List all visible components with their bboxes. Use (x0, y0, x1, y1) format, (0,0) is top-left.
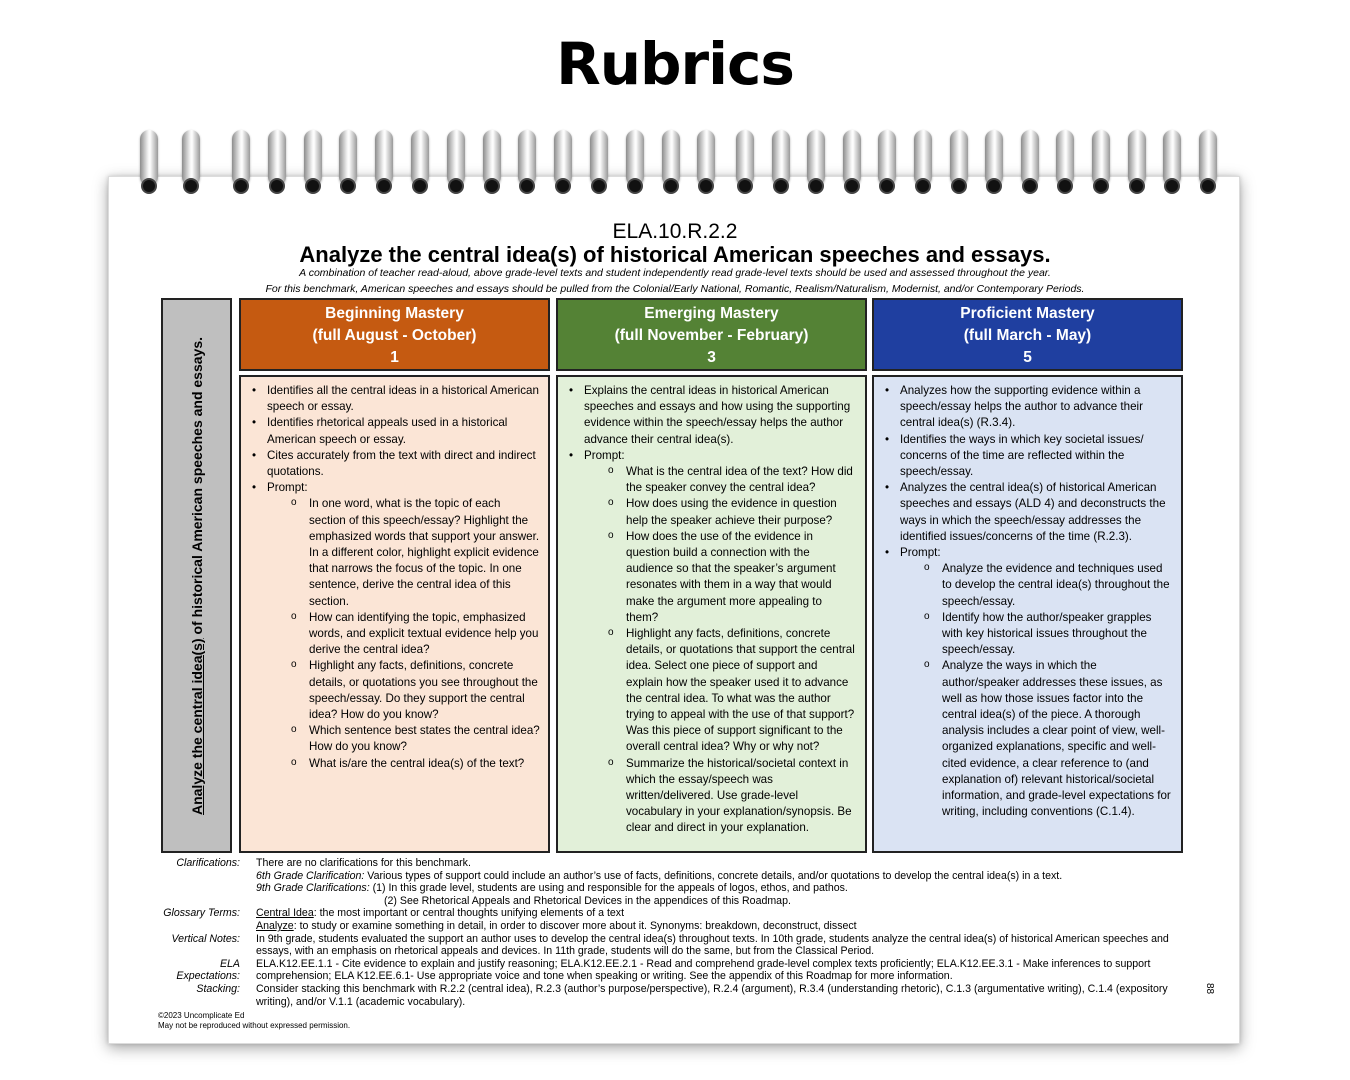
column-name: Emerging Mastery (644, 305, 779, 322)
rubric-bullet: • Identifies the ways in which key societal issues/ concerns of the time are reflected within the speech/essay. (882, 432, 1173, 481)
vertical-notes: In 9th grade, students evaluated the support an author uses to develop the central idea(s) throughout texts. In 10th grade, students analyze the central idea(s) of historical American speeches and essays, with an emphasis on rhetorical appeals and devices. In 11th grade, students will do the same, but from the Classical Period. (256, 932, 1169, 958)
side-label-underlined: Analyze the central idea(s) (188, 637, 205, 815)
ela-expectations: ELA.K12.EE.1.1 - Cite evidence to explain and justify reasoning; ELA.K12.EE.2.1 - Read and comprehend grade-level complex texts proficiently; ELA.K12.EE.3.1 - Make inferences to support comprehension; ELA K12.EE.6.1- Use appropriate voice and tone when speaking or writing. See the appendix of this Roadmap for more information. (256, 957, 1151, 983)
column-header-emerging (556, 298, 867, 371)
column-score: 5 (1023, 349, 1032, 366)
clarification-2-label: 6th Grade Clarification: (256, 869, 365, 882)
rubric-bullet: • Analyzes how the supporting evidence within a speech/essay helps the author to advance their central idea(s) (R.3.4). (882, 383, 1173, 432)
rubric-sub-bullet: o How can identifying the topic, emphasized words, and explicit textual evidence help you derive the central idea? (249, 610, 540, 659)
column-body-beginning (239, 375, 550, 853)
binding-ring (411, 130, 429, 196)
copyright (158, 1011, 350, 1031)
binding-ring (843, 130, 861, 196)
binding-ring (914, 130, 932, 196)
page-title: Rubrics (556, 30, 794, 98)
column-name: Beginning Mastery (325, 305, 464, 322)
binding-ring (1163, 130, 1181, 196)
column-score: 3 (707, 349, 716, 366)
glossary-label: Glossary Terms: (163, 907, 240, 920)
vertical-notes-label: Vertical Notes: (171, 932, 240, 945)
rubric-sub-bullet: o How does the use of the evidence in question build a connection with the audience so that the speaker’s argument resonates with them in a way that would make the argument more appealing to them? (566, 529, 857, 626)
column-header-beginning (239, 298, 550, 371)
binding-ring (662, 130, 680, 196)
side-label-rest: of historical American speeches and essays. (188, 336, 205, 638)
rubric-sub-bullet: o In one word, what is the topic of each section of this speech/essay? Highlight the emphasized words that support your answer. In a different color, highlight explicit evidence that narrows the focus of the topic. In one sentence, derive the central idea of this section. (249, 496, 540, 609)
binding-ring (1092, 130, 1110, 196)
copyright-line-1: ©2023 Uncomplicate Ed (158, 1011, 245, 1020)
rubric-bullet: • Identifies rhetorical appeals used in a historical American speech or essay. (249, 415, 540, 447)
binding-ring (447, 130, 465, 196)
glossary-term-2: Analyze (256, 919, 294, 932)
glossary-def-1: : the most important or central thoughts unifying elements of a text (313, 907, 625, 920)
column-score: 1 (390, 349, 399, 366)
binding-ring (1021, 130, 1039, 196)
column-period: (full March - May) (963, 327, 1092, 344)
rubric-sub-bullet: o Analyze the ways in which the author/speaker addresses these issues, as well as how those issues factor into the central idea(s) of the piece. A thorough analysis includes a clear point of view, well-organized explanations, specific and well-cited evidence, a clear reference to (and explanation of) relevant historical/societal information, and grade-level expectations for writing, including conventions (C.1.4). (882, 658, 1173, 820)
rubric-sub-bullet: o Highlight any facts, definitions, concrete details, or quotations that support the central idea. Select one piece of support and explain how the speaker used it to advance the central idea. To what was the author trying to appeal with the use of that support? Was this piece of support significant to the overall central idea? Why or why not? (566, 626, 857, 756)
clarification-3-label: 9th Grade Clarifications: (256, 882, 370, 895)
binding-ring (182, 130, 200, 196)
rubric-bullet: • Analyzes the central idea(s) of historical American speeches and essays (ALD 4) and deconstructs the ways in which the speech/essay addresses the identified issues/concerns of the time (R.2.3). (882, 480, 1173, 545)
clarification-3: (1) In this grade level, students are using and responsible for the appeals of logos, ethos, and pathos. (369, 882, 848, 895)
binding-ring (518, 130, 536, 196)
rubric-sub-bullet: o How does using the evidence in question help the speaker achieve their purpose? (566, 496, 857, 528)
column-body-proficient (872, 375, 1183, 853)
binding-ring (807, 130, 825, 196)
binding-ring (1199, 130, 1217, 196)
binding-ring (950, 130, 968, 196)
benchmark-note-2: For this benchmark, American speeches and essays should be pulled from the Colonial/Early National, Romantic, Realism/Naturalism, Modernist, and/or Contemporary Periods. (265, 283, 1085, 295)
stacking-notes: Consider stacking this benchmark with R.2.2 (central idea), R.2.3 (author’s purpose/perspective), R.2.4 (argument), R.3.4 (understanding rhetoric), C.1.3 (argumentative writing), C.1.4 (expository writing), and/or V.1.1 (academic vocabulary). (256, 982, 1168, 1008)
column-name: Proficient Mastery (960, 305, 1095, 322)
binding-ring (697, 130, 715, 196)
rubric-bullet: • Prompt: (882, 545, 1173, 561)
footer-notes (156, 857, 1196, 1008)
benchmark-heading: Analyze the central idea(s) of historical American speeches and essays. (299, 242, 1051, 267)
clarification-4: (2) See Rhetorical Appeals and Rhetorical Devices in the appendices of this Roadmap. (384, 894, 791, 907)
binding-ring (772, 130, 790, 196)
binding-ring (878, 130, 896, 196)
binding-ring (339, 130, 357, 196)
clarification-2: Various types of support could include an author’s use of facts, definitions, concrete details, and/or quotations to develop the central idea(s) in a text. (364, 869, 1063, 882)
binding-ring (232, 130, 250, 196)
column-header-proficient (872, 298, 1183, 371)
binding-ring (626, 130, 644, 196)
clarifications-label: Clarifications: (176, 857, 240, 869)
benchmark-note-1: A combination of teacher read-aloud, above grade-level texts and student independently read grade-level texts should be used and assessed throughout the year. (299, 267, 1051, 279)
clarification-1: There are no clarifications for this benchmark. (256, 857, 471, 869)
spiral-binding (134, 130, 1230, 196)
rubric-sub-bullet: o Analyze the evidence and techniques used to develop the central idea(s) throughout the speech/essay. (882, 561, 1173, 610)
glossary-term-1: Central Idea (256, 907, 314, 920)
rubric-bullet: • Cites accurately from the text with direct and indirect quotations. (249, 448, 540, 480)
rubric-sub-bullet: o Which sentence best states the central idea? How do you know? (249, 723, 540, 755)
binding-ring (554, 130, 572, 196)
column-period: (full August - October) (312, 327, 477, 344)
glossary-def-2: : to study or examine something in detail, in order to discover more about it. Synonyms: breakdown, deconstruct, dissect (293, 919, 857, 932)
binding-ring (268, 130, 286, 196)
binding-ring (304, 130, 322, 196)
rubric-sub-bullet: o What is the central idea of the text? How did the speaker convey the central idea? (566, 464, 857, 496)
rubric-bullet: • Prompt: (249, 480, 540, 496)
rubric-bullet: • Explains the central ideas in historical American speeches and essays and how using the supporting evidence within the speech/essay helps the author advance their central idea(s). (566, 383, 857, 448)
benchmark-code: ELA.10.R.2.2 (612, 220, 738, 243)
rubric-sub-bullet: o Summarize the historical/societal context in which the essay/speech was written/delivered. Use grade-level vocabulary in your explanation/synopsis. Be clear and direct in your explanation. (566, 756, 857, 837)
rubric-sub-bullet: o Identify how the author/speaker grapples with key historical issues throughout the speech/essay. (882, 610, 1173, 659)
rubric-bullet: • Prompt: (566, 448, 857, 464)
column-body-emerging (556, 375, 867, 853)
side-label (161, 298, 232, 853)
binding-ring (483, 130, 501, 196)
stacking-label: Stacking: (196, 982, 240, 995)
copyright-line-2: May not be reproduced without expressed permission. (158, 1021, 351, 1030)
binding-ring (375, 130, 393, 196)
page-number: 88 (1204, 983, 1215, 995)
rubric-bullet: • Identifies all the central ideas in a historical American speech or essay. (249, 383, 540, 415)
binding-ring (1056, 130, 1074, 196)
binding-ring (140, 130, 158, 196)
ela-expectations-label: ELA Expectations: (176, 957, 240, 983)
binding-ring (985, 130, 1003, 196)
binding-ring (590, 130, 608, 196)
rubric-sub-bullet: o What is/are the central idea(s) of the text? (249, 756, 540, 772)
column-period: (full November - February) (614, 327, 809, 344)
binding-ring (736, 130, 754, 196)
binding-ring (1128, 130, 1146, 196)
rubric-sub-bullet: o Highlight any facts, definitions, concrete details, or quotations you see throughout the speech/essay. Do they support the central idea? How do you know? (249, 658, 540, 723)
